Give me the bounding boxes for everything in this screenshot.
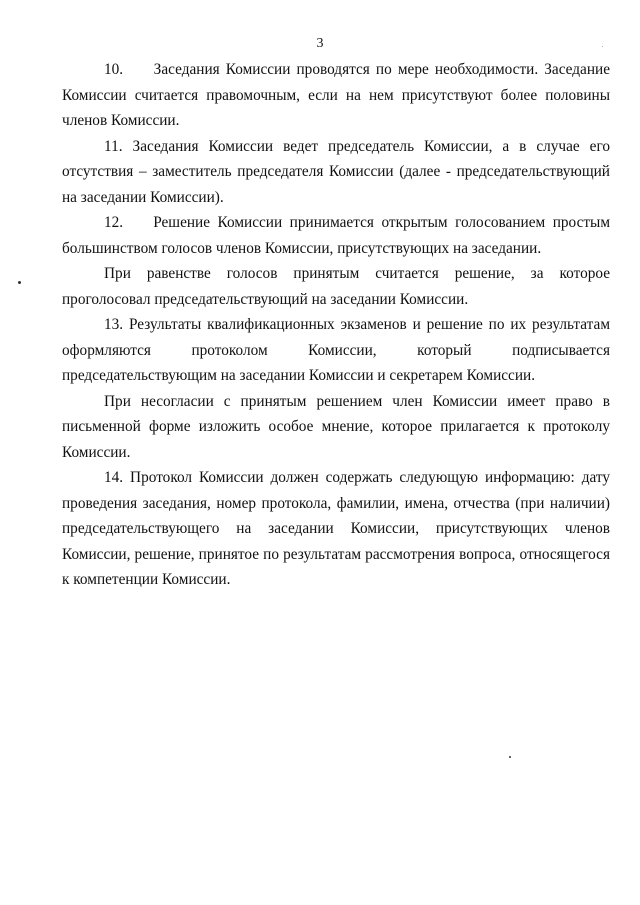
- paragraph-13: [62, 312, 610, 389]
- paragraph-text: При равенстве голосов принятым считается решение, за которое проголосовал председательствующий на заседании Комиссии.: [62, 265, 610, 308]
- clause-number: 12.: [104, 214, 124, 231]
- paragraph-text: Результаты квалификационных экзаменов и решение по их результатам оформляются протоколом Комиссии, который подписывается председательствующим на заседании Комиссии и секретарем Комиссии.: [62, 316, 611, 384]
- clause-number: 11.: [104, 137, 123, 155]
- paragraph-10: [62, 57, 610, 134]
- paragraph-text: При несогласии с принятым решением член Комиссии имеет право в письменной форме изложить особое мнение, которое прилагается к протоколу Комиссии.: [62, 392, 610, 461]
- paragraph-11: [62, 134, 610, 211]
- clause-number: 14.: [104, 469, 124, 486]
- paragraph-12-tie: [62, 261, 610, 312]
- scan-speck: [602, 46, 603, 47]
- paragraph-text: Заседания Комиссии проводятся по мере необходимости. Заседание Комиссии считается правомочным, если на нем присутствуют более половины членов Комиссии.: [62, 61, 611, 129]
- paragraph-text: Протокол Комиссии должен содержать следующую информацию: дату проведения заседания, номер протокола, фамилии, имена, отчества (при наличии) председательствующего на заседании Комиссии, присутствующих членов Комиссии, решение, принятое по результатам рассмотрения вопроса, относящегося к компетенции Комиссии.: [62, 469, 610, 588]
- paragraph-14: [62, 465, 610, 593]
- document-body: [62, 57, 610, 593]
- paragraph-text: Заседания Комиссии ведет председатель Комиссии, а в случае его отсутствия – заместитель председателя Комиссии (далее - председательствующий на заседании Комиссии).: [62, 137, 610, 206]
- scan-speck: [18, 281, 21, 284]
- paragraph-12: [62, 210, 610, 261]
- paragraph-13-dissent: [62, 389, 610, 466]
- clause-number: 10.: [104, 61, 124, 78]
- clause-number: 13.: [104, 316, 124, 333]
- page-number: 3: [316, 36, 324, 51]
- paragraph-text: Решение Комиссии принимается открытым голосованием простым большинством голосов членов Комиссии, присутствующих на заседании.: [62, 214, 610, 257]
- scan-speck: [509, 756, 511, 758]
